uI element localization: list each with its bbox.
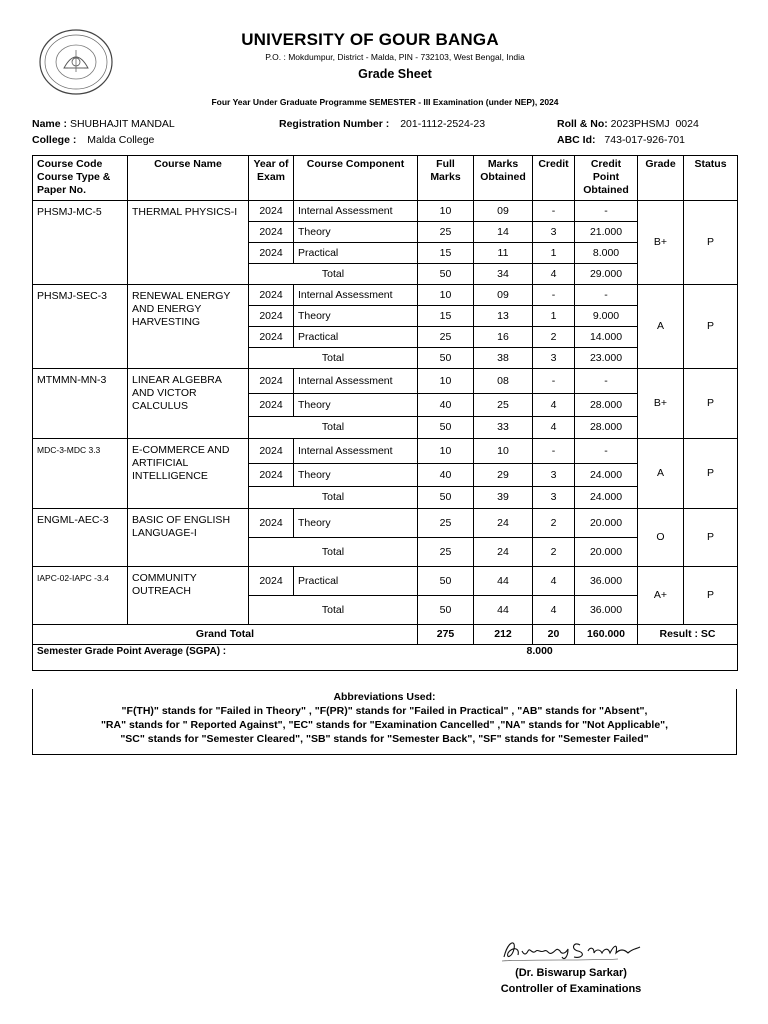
credit: 3 (533, 464, 575, 487)
header-course-name: Course Name (128, 156, 249, 201)
total-marks-obtained: 39 (474, 487, 533, 509)
exam-year: 2024 (249, 394, 294, 417)
course-component: Internal Assessment (294, 201, 418, 222)
course-grade: O (638, 509, 684, 567)
exam-year: 2024 (249, 439, 294, 464)
abc-id: 743-017-926-701 (604, 134, 685, 146)
course-code: ENGML-AEC-3 (33, 509, 128, 567)
exam-year: 2024 (249, 285, 294, 306)
marks-obtained: 09 (474, 201, 533, 222)
credit-point: 21.000 (575, 222, 638, 243)
full-marks: 15 (418, 243, 474, 264)
marks-obtained: 29 (474, 464, 533, 487)
full-marks: 25 (418, 509, 474, 538)
course-component-row (33, 369, 738, 394)
credit-point: 36.000 (575, 567, 638, 596)
total-label: Total (249, 487, 418, 509)
exam-year: 2024 (249, 222, 294, 243)
marks-obtained: 24 (474, 509, 533, 538)
name-field (32, 118, 175, 130)
header-course-code: Course Code Course Type & Paper No. (33, 156, 128, 201)
abc-field (557, 134, 685, 146)
full-marks: 40 (418, 394, 474, 417)
course-grade: B+ (638, 201, 684, 285)
abc-label: ABC Id: (557, 134, 596, 146)
marks-obtained: 13 (474, 306, 533, 327)
name-label: Name : (32, 118, 68, 130)
credit-point: - (575, 369, 638, 394)
total-credit-point: 24.000 (575, 487, 638, 509)
course-component: Practical (294, 243, 418, 264)
grand-total-label: Grand Total (33, 625, 418, 645)
total-credit: 4 (533, 264, 575, 285)
total-credit: 3 (533, 348, 575, 369)
total-full-marks: 25 (418, 538, 474, 567)
course-grade: A (638, 285, 684, 369)
credit: - (533, 439, 575, 464)
total-full-marks: 50 (418, 596, 474, 625)
course-code: IAPC-02-IAPC -3.4 (33, 567, 128, 625)
abbreviation-line: "SC" stands for "Semester Cleared", "SB" stands for "Semester Back", "SF" stands for "Semester Failed" (120, 733, 649, 745)
sgpa-value: 8.000 (526, 645, 553, 657)
total-credit: 3 (533, 487, 575, 509)
table-header-row (33, 156, 738, 201)
course-component: Theory (294, 222, 418, 243)
header-grade: Grade (638, 156, 684, 201)
course-grade: A (638, 439, 684, 509)
total-label: Total (249, 596, 418, 625)
programme-title: Four Year Under Graduate Programme SEMESTER - III Examination (under NEP), 2024 (211, 97, 559, 107)
university-address: P.O. : Mokdumpur, District - Malda, PIN - 732103, West Bengal, India (265, 52, 525, 62)
university-seal-icon (38, 28, 114, 96)
marks-obtained: 16 (474, 327, 533, 348)
total-credit-point: 29.000 (575, 264, 638, 285)
full-marks: 10 (418, 285, 474, 306)
total-marks-obtained: 38 (474, 348, 533, 369)
credit: 1 (533, 306, 575, 327)
college-label: College : (32, 134, 77, 146)
total-label: Total (249, 538, 418, 567)
credit: 1 (533, 243, 575, 264)
abbreviations-box (32, 689, 737, 755)
course-component: Internal Assessment (294, 285, 418, 306)
course-status: P (684, 285, 738, 369)
credit-point: 8.000 (575, 243, 638, 264)
signature-image (498, 935, 646, 965)
exam-year: 2024 (249, 369, 294, 394)
abbreviation-line: "RA" stands for " Reported Against", "EC" stands for "Examination Cancelled" ,"NA" stands for "Not Applicable", (100, 719, 669, 731)
course-component: Practical (294, 567, 418, 596)
sheet-title: Grade Sheet (358, 67, 432, 81)
exam-year: 2024 (249, 464, 294, 487)
header-full-marks: Full Marks (418, 156, 474, 201)
header-credit-point: Credit Point Obtained (575, 156, 638, 201)
course-code: MTMMN-MN-3 (33, 369, 128, 439)
credit: 3 (533, 222, 575, 243)
total-label: Total (249, 348, 418, 369)
total-label: Total (249, 264, 418, 285)
exam-year: 2024 (249, 327, 294, 348)
credit: 2 (533, 509, 575, 538)
total-credit: 4 (533, 417, 575, 439)
course-component: Practical (294, 327, 418, 348)
course-code: PHSMJ-MC-5 (33, 201, 128, 285)
credit: - (533, 201, 575, 222)
full-marks: 10 (418, 439, 474, 464)
credit-point: 9.000 (575, 306, 638, 327)
course-status: P (684, 369, 738, 439)
exam-year: 2024 (249, 306, 294, 327)
grade-table (32, 155, 738, 671)
registration-label: Registration Number : (279, 118, 390, 130)
course-status: P (684, 439, 738, 509)
course-code: PHSMJ-SEC-3 (33, 285, 128, 369)
grand-total-credit: 20 (533, 625, 575, 645)
exam-year: 2024 (249, 201, 294, 222)
total-marks-obtained: 34 (474, 264, 533, 285)
course-component: Internal Assessment (294, 369, 418, 394)
total-label: Total (249, 417, 418, 439)
credit-point: - (575, 201, 638, 222)
header-component: Course Component (294, 156, 418, 201)
roll-label: Roll & No: (557, 118, 608, 130)
result-cell: Result : SC (638, 625, 738, 645)
full-marks: 40 (418, 464, 474, 487)
registration-number: 201-1112-2524-23 (400, 118, 486, 130)
grand-total-obtained: 212 (474, 625, 533, 645)
credit: 2 (533, 327, 575, 348)
total-credit-point: 28.000 (575, 417, 638, 439)
student-name: SHUBHAJIT MANDAL (69, 118, 175, 130)
course-code: MDC-3-MDC 3.3 (33, 439, 128, 509)
total-credit-point: 20.000 (575, 538, 638, 567)
grade-table-body (33, 201, 738, 625)
header-status: Status (684, 156, 738, 201)
roll-number: 2023PHSMJ 0024 (610, 118, 699, 130)
full-marks: 10 (418, 369, 474, 394)
total-full-marks: 50 (418, 264, 474, 285)
marks-obtained: 10 (474, 439, 533, 464)
total-marks-obtained: 44 (474, 596, 533, 625)
course-component-row (33, 201, 738, 222)
abbreviations-title: Abbreviations Used: (333, 691, 436, 703)
marks-obtained: 25 (474, 394, 533, 417)
credit-point: 28.000 (575, 394, 638, 417)
course-component-row (33, 509, 738, 538)
total-full-marks: 50 (418, 417, 474, 439)
signatory-name: (Dr. Biswarup Sarkar) (515, 967, 627, 979)
grand-total-row (33, 625, 738, 645)
full-marks: 15 (418, 306, 474, 327)
course-name: E-COMMERCE AND ARTIFICIAL INTELLIGENCE (128, 439, 249, 509)
exam-year: 2024 (249, 509, 294, 538)
grand-total-credit-point: 160.000 (575, 625, 638, 645)
course-name: COMMUNITY OUTREACH (128, 567, 249, 625)
credit-point: 14.000 (575, 327, 638, 348)
total-credit: 4 (533, 596, 575, 625)
credit: 4 (533, 394, 575, 417)
credit-point: 24.000 (575, 464, 638, 487)
sgpa-cell (33, 645, 738, 671)
credit: - (533, 369, 575, 394)
full-marks: 50 (418, 567, 474, 596)
header-credit: Credit (533, 156, 575, 201)
total-marks-obtained: 33 (474, 417, 533, 439)
course-name: RENEWAL ENERGY AND ENERGY HARVESTING (128, 285, 249, 369)
credit: 4 (533, 567, 575, 596)
course-component: Theory (294, 394, 418, 417)
roll-field (557, 118, 699, 130)
course-component-row (33, 285, 738, 306)
credit-point: 20.000 (575, 509, 638, 538)
marks-obtained: 11 (474, 243, 533, 264)
course-component: Theory (294, 509, 418, 538)
marks-obtained: 14 (474, 222, 533, 243)
course-status: P (684, 201, 738, 285)
full-marks: 10 (418, 201, 474, 222)
credit-point: - (575, 439, 638, 464)
course-name: THERMAL PHYSICS-I (128, 201, 249, 285)
course-component-row (33, 567, 738, 596)
course-grade: A+ (638, 567, 684, 625)
course-status: P (684, 567, 738, 625)
credit-point: - (575, 285, 638, 306)
college-name: Malda College (87, 134, 155, 146)
course-component: Theory (294, 306, 418, 327)
university-name: UNIVERSITY OF GOUR BANGA (241, 30, 499, 49)
course-component: Internal Assessment (294, 439, 418, 464)
abbreviation-line: "F(TH)" stands for "Failed in Theory" , "F(PR)" stands for "Failed in Practical" , "AB" stands for "Absent", (121, 705, 648, 717)
course-status: P (684, 509, 738, 567)
college-field (32, 134, 154, 146)
marks-obtained: 08 (474, 369, 533, 394)
course-name: BASIC OF ENGLISH LANGUAGE-I (128, 509, 249, 567)
registration-field (279, 118, 485, 130)
course-component: Theory (294, 464, 418, 487)
grand-total-full: 275 (418, 625, 474, 645)
sgpa-row (33, 645, 738, 671)
total-full-marks: 50 (418, 348, 474, 369)
full-marks: 25 (418, 222, 474, 243)
total-credit-point: 23.000 (575, 348, 638, 369)
credit: - (533, 285, 575, 306)
marks-obtained: 44 (474, 567, 533, 596)
total-marks-obtained: 24 (474, 538, 533, 567)
exam-year: 2024 (249, 567, 294, 596)
sgpa-label: Semester Grade Point Average (SGPA) : (37, 646, 227, 657)
total-credit: 2 (533, 538, 575, 567)
total-credit-point: 36.000 (575, 596, 638, 625)
header-marks-obtained: Marks Obtained (474, 156, 533, 201)
header-year: Year of Exam (249, 156, 294, 201)
full-marks: 25 (418, 327, 474, 348)
marks-obtained: 09 (474, 285, 533, 306)
signatory-title: Controller of Examinations (500, 983, 642, 995)
total-full-marks: 50 (418, 487, 474, 509)
course-component-row (33, 439, 738, 464)
course-name: LINEAR ALGEBRA AND VICTOR CALCULUS (128, 369, 249, 439)
exam-year: 2024 (249, 243, 294, 264)
course-grade: B+ (638, 369, 684, 439)
